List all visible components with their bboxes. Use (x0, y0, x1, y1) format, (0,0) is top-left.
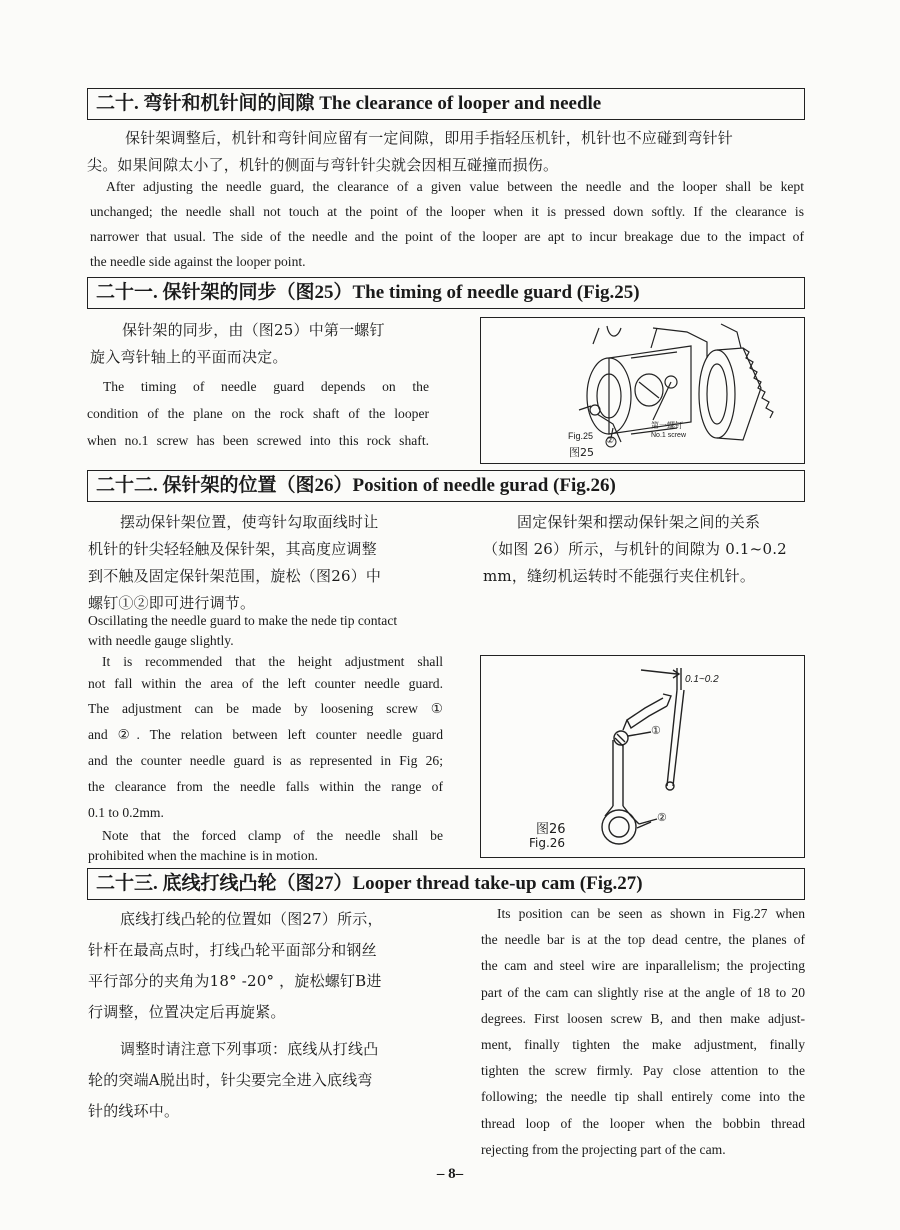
zh-line: 底线打线凸轮的位置如（图27）所示， (120, 910, 383, 928)
section-20-heading: 二十. 弯针和机针间的间隙 The clearance of looper and needle (87, 88, 805, 120)
en-line: ment, finally tighten the make adjustment, finally (481, 1037, 805, 1053)
zh-line: 机针的针尖轻轻触及保针架，其高度应调整 (88, 540, 377, 558)
en-line: The timing of needle guard depends on the (103, 379, 429, 394)
en-line: part of the cam can slightly rise at the angle of 18 to 20 (481, 984, 805, 1000)
section-23-zh (88, 904, 468, 1127)
en-line: and ②. The relation between left counter needle guard (88, 727, 443, 742)
en-line: rejecting from the projecting part of the cam. (481, 1141, 726, 1157)
zh-line: 保针架调整后，机针和弯针间应留有一定间隙，即用手指轻压机针，机针也不应碰到弯针针 (125, 129, 734, 147)
en-line: when no.1 screw has been screwed into this rock shaft. (87, 433, 429, 448)
section-20-zh (87, 125, 805, 179)
section-23-en (481, 901, 805, 1163)
en-line: Note that the forced clamp of the needle shall be (102, 828, 443, 843)
zh-line: 针的线环中。 (88, 1102, 180, 1120)
en-line: and the counter needle guard is as represented in Fig 26; (88, 753, 443, 768)
section-20-en (90, 174, 804, 274)
section-21-zh (90, 317, 470, 371)
fig25-caption-en: Fig.25 (568, 431, 594, 441)
en-line: condition of the plane on the rock shaft of the looper (87, 406, 429, 421)
en-line: not fall within the area of the left counter needle guard. (88, 676, 443, 691)
section-22-zh-left (88, 509, 468, 617)
fig26-gap-label: 0.1~0.2 (685, 674, 719, 685)
section-22-heading: 二十二. 保针架的位置（图26）Position of needle gurad (Fig.26) (87, 470, 805, 502)
en-line: It is recommended that the height adjustment shall (102, 654, 443, 669)
zh-line: 调整时请注意下列事项：底线从打线凸 (120, 1040, 379, 1058)
fig25-label-zh: 第一螺钉 (651, 421, 683, 430)
en-line: the clearance from the needle falls within the range of (88, 779, 443, 794)
zh-line: 行调整，位置决定后再旋紧。 (88, 1003, 286, 1021)
zh-line: 尖。如果间隙太小了，机针的侧面与弯针针尖就会因相互碰撞而损伤。 (87, 156, 559, 174)
zh-line: （如图 26）所示，与机针的间隙为 0.1~0.2 (483, 540, 787, 558)
zh-line: 固定保针架和摆动保针架之间的关系 (517, 513, 761, 531)
en-line: prohibited when the machine is in motion. (88, 848, 318, 863)
zh-line: 轮的突端A脱出时，针尖要完全进入底线弯 (88, 1071, 373, 1089)
fig26-marker-1: ① (651, 725, 661, 737)
en-line: narrower that usual. The side of the needle and the point of the looper are apt to incur breakage due to the impact of (90, 229, 804, 244)
en-line: the cam and steel wire are inparallelism; the projecting (481, 958, 805, 974)
zh-line: mm，缝纫机运转时不能强行夹住机针。 (483, 567, 756, 585)
en-line: unchanged; the needle shall not touch at the point of the looper when it is pressed down softly. If the clearance is (90, 204, 804, 219)
figure-25 (480, 317, 805, 464)
fig25-caption-zh: 图25 (569, 446, 594, 459)
zh-line: 旋入弯针轴上的平面而决定。 (90, 348, 288, 366)
needle-guard-position-drawing (481, 656, 803, 856)
zh-line: 针杆在最高点时，打线凸轮平面部分和钢丝 (88, 941, 377, 959)
en-line: the needle side against the looper point. (90, 254, 306, 269)
en-line: the needle bar is at the top dead centre, the planes of (481, 932, 805, 948)
en-line: following; the needle tip shall entirely come into the (481, 1089, 805, 1105)
en-line: with needle gauge slightly. (88, 633, 234, 648)
fig25-marker-2: ② (606, 435, 615, 445)
en-line: degrees. First loosen screw B, and then make adjust- (481, 1010, 805, 1026)
page-number: – 8– (436, 1166, 464, 1182)
en-line: thread loop of the looper when the bobbin thread (481, 1115, 805, 1131)
figure-26 (480, 655, 805, 858)
zh-line: 到不触及固定保针架范围，旋松（图26）中 (88, 567, 382, 585)
section-21-en (87, 373, 429, 454)
en-line: The adjustment can be made by loosening screw ① (88, 701, 443, 716)
en-line: After adjusting the needle guard, the clearance of a given value between the needle and the looper shall be kept (106, 179, 804, 194)
fig26-marker-2: ② (657, 812, 667, 824)
fig26-caption-en: Fig.26 (529, 836, 566, 850)
en-line: tighten the screw firmly. Pay close attention to the (481, 1063, 805, 1079)
section-23-heading: 二十三. 底线打线凸轮（图27）Looper thread take-up cam (Fig.27) (87, 868, 805, 900)
en-line: Its position can be seen as shown in Fig.27 when (497, 906, 805, 921)
en-line: 0.1 to 0.2mm. (88, 805, 164, 820)
zh-line: 螺钉①②即可进行调节。 (88, 594, 256, 612)
fig25-label-en: No.1 screw (651, 432, 687, 439)
zh-line: 保针架的同步，由（图25）中第一螺钉 (122, 321, 385, 339)
en-line: Oscillating the needle guard to make the nede tip contact (88, 613, 398, 628)
zh-line: 平行部分的夹角为18° -20° ，旋松螺钉B进 (88, 972, 382, 990)
zh-line: 摆动保针架位置，使弯针勾取面线时让 (120, 513, 379, 531)
section-21-heading: 二十一. 保针架的同步（图25）The timing of needle guard (Fig.25) (87, 277, 805, 309)
fig26-caption-zh: 图26 (536, 822, 566, 837)
section-22-en (88, 611, 443, 866)
needle-guard-mechanism-drawing (481, 318, 803, 462)
section-22-zh-right (483, 509, 805, 590)
